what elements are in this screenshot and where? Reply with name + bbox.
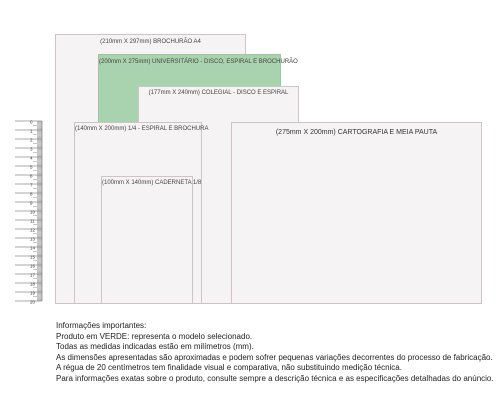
notes-line: A régua de 20 centímetros tem finalidade visual e comparativa, não substituindo medição técnica. (56, 363, 402, 372)
ruler-label: 19 (30, 290, 36, 296)
sheet-label-colegial: (177mm X 240mm) COLEGIAL - DISCO E ESPIRAL (148, 90, 289, 96)
sheet-label-quarto: (140mm X 200mm) 1/4 - ESPIRAL E BROCHURA (75, 126, 209, 132)
sheet-caderneta (101, 176, 202, 304)
ruler-label: 13 (30, 236, 36, 242)
ruler-label: 17 (30, 272, 36, 278)
ruler-label: 2 (30, 137, 33, 143)
ruler-label: 8 (30, 191, 33, 197)
notes-line: Produto em VERDE: representa o modelo selecionado. (56, 331, 253, 341)
notes-heading: Informações importantes: (56, 321, 147, 330)
ruler-label: 10 (30, 209, 36, 215)
ruler-20cm (15, 118, 43, 304)
ruler-label: 5 (30, 164, 33, 170)
notes-line: As dimensões apresentadas são aproximadas e podem sofrer pequenas variações decorrentes do processo de fabricação. (56, 352, 493, 362)
sheet-label-brochurao-a4: (210mm X 297mm) BROCHURÃO A4 (100, 39, 201, 45)
important-notes (56, 321, 496, 384)
sheet-cartografia (231, 122, 482, 304)
ruler-label: 12 (30, 227, 36, 233)
ruler-label: 15 (30, 254, 36, 260)
notes-line: Para informações exatas sobre o produto, consulte sempre a descrição técnica e as especificações detalhadas do anúncio. (56, 373, 494, 383)
ruler-label: 4 (30, 155, 33, 161)
ruler-label: 0 (30, 119, 33, 125)
ruler-label: 18 (30, 281, 36, 287)
ruler-label: 7 (30, 182, 33, 188)
ruler-label: 1 (30, 128, 33, 134)
ruler-label: 3 (30, 146, 33, 152)
sheet-label-caderneta: (100mm X 140mm) CADERNETA 1/8 (102, 180, 202, 186)
ruler-label: 20 (30, 299, 36, 304)
ruler-label: 6 (30, 173, 33, 179)
ruler-label: 14 (30, 245, 36, 251)
ruler-label: 16 (30, 263, 36, 269)
notes-line: Todas as medidas indicadas estão em milímetros (mm). (56, 342, 254, 351)
ruler-label: 11 (30, 218, 35, 224)
ruler-label: 9 (30, 200, 33, 206)
sheet-label-cartografia: (275mm X 200mm) CARTOGRAFIA E MEIA PAUTA (275, 129, 438, 136)
sheet-label-universitario: (200mm X 275mm) UNIVERSITÁRIO - DISCO, ESPIRAL E BROCHURÃO (99, 59, 298, 65)
